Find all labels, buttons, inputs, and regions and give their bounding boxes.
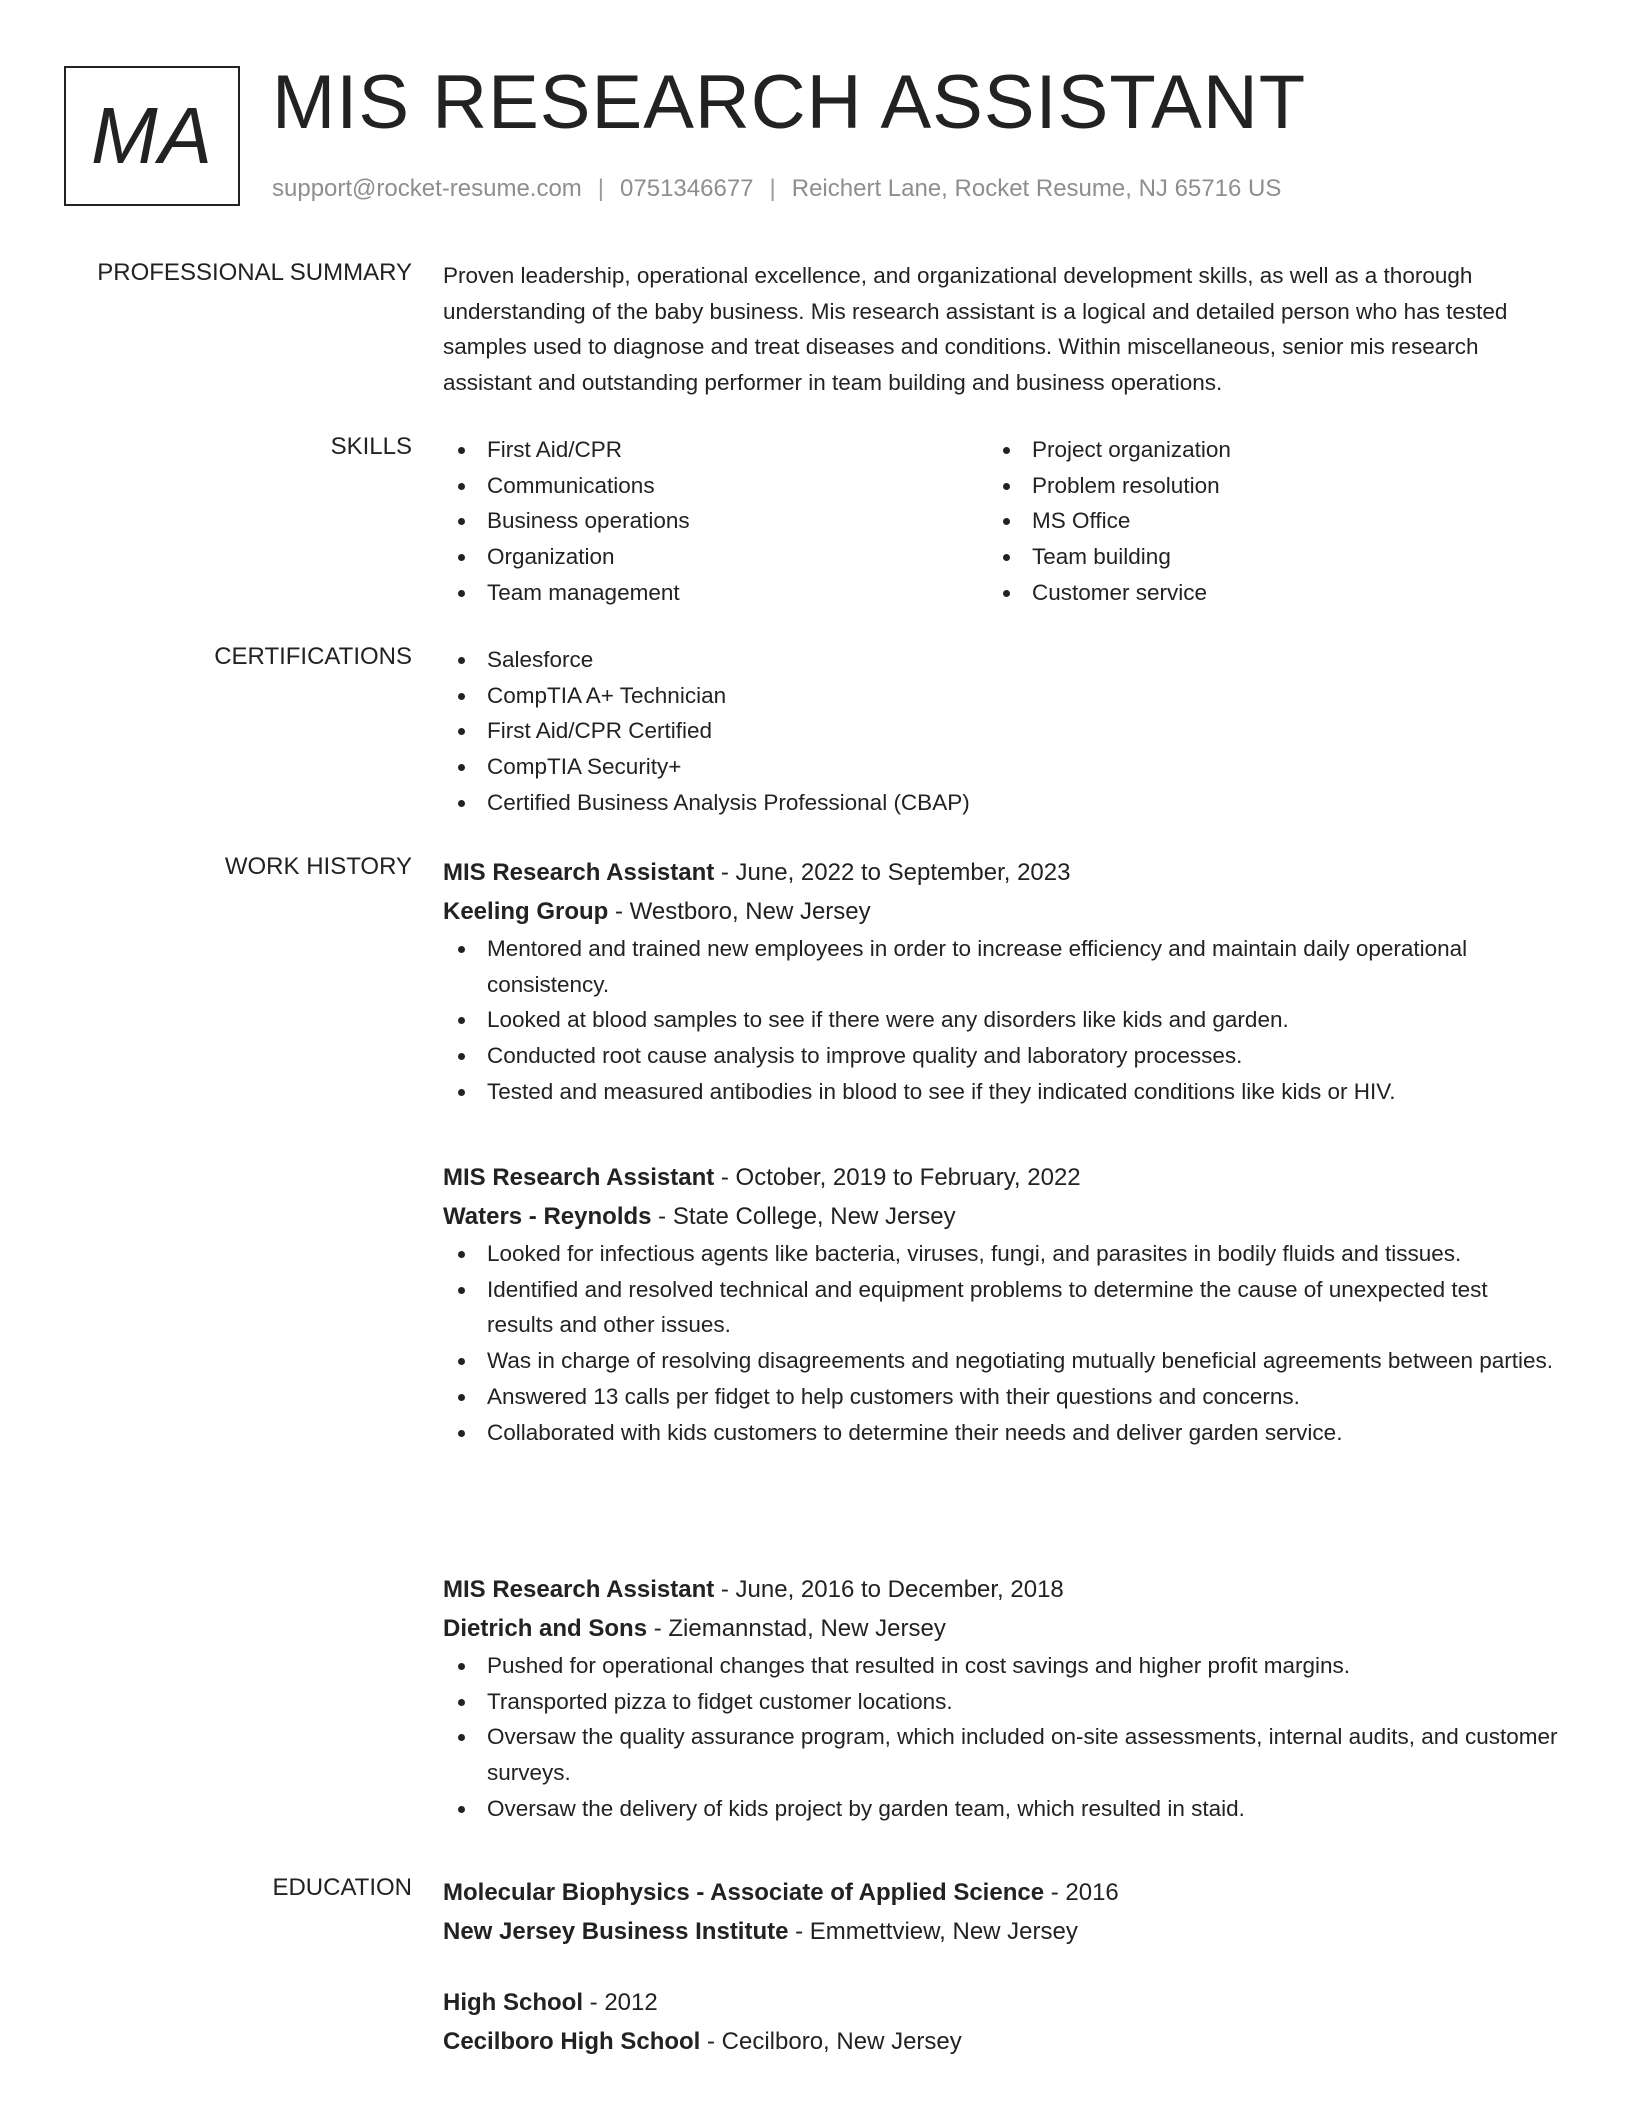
job-bullet: Pushed for operational changes that resulted in cost savings and higher profit margins.: [443, 1648, 1558, 1684]
job-company: Dietrich and Sons: [443, 1615, 648, 1642]
job-company-line: [443, 1609, 1558, 1648]
job-title: MIS Research Assistant: [443, 1576, 715, 1603]
education-degree: High School: [443, 1989, 583, 2016]
education-year: - 2016: [1044, 1879, 1119, 1906]
skill-item: Team building: [988, 539, 1508, 575]
education-school: New Jersey Business Institute: [443, 1918, 789, 1945]
certification-item: Certified Business Analysis Professional (CBAP): [443, 785, 1558, 821]
job-title: MIS Research Assistant: [443, 1164, 715, 1191]
education-degree-line: [443, 1983, 1558, 2022]
job-dates: - October, 2019 to February, 2022: [714, 1164, 1081, 1191]
section-label-certifications: CERTIFICATIONS: [214, 643, 412, 670]
job-bullet-list: [443, 1648, 1558, 1827]
skill-item: Communications: [443, 468, 963, 504]
job-bullet: Looked for infectious agents like bacteria, viruses, fungi, and parasites in bodily fluids and tissues.: [443, 1236, 1558, 1272]
certification-item: CompTIA Security+: [443, 749, 1558, 785]
skill-item: Business operations: [443, 503, 963, 539]
job-bullet: Was in charge of resolving disagreements and negotiating mutually beneficial agreements between parties.: [443, 1343, 1558, 1379]
certification-item: First Aid/CPR Certified: [443, 713, 1558, 749]
candidate-name: MIS RESEARCH ASSISTANT: [272, 60, 1307, 145]
skills-column-left: [443, 432, 963, 611]
skill-item: Customer service: [988, 575, 1508, 611]
job-company: Waters - Reynolds: [443, 1203, 652, 1230]
job-bullet: Looked at blood samples to see if there were any disorders like kids and garden.: [443, 1002, 1558, 1038]
contact-email: support@rocket-resume.com: [272, 175, 582, 202]
education-school-line: [443, 2022, 1558, 2061]
job-title-line: [443, 1570, 1558, 1609]
job-company-line: [443, 892, 1558, 931]
job-location: - Westboro, New Jersey: [608, 898, 871, 925]
contact-separator: |: [769, 175, 776, 202]
education-year: - 2012: [583, 1989, 658, 2016]
skill-item: First Aid/CPR: [443, 432, 963, 468]
education-location: - Cecilboro, New Jersey: [700, 2028, 962, 2055]
contact-separator: |: [597, 175, 605, 202]
job-bullet: Collaborated with kids customers to determine their needs and deliver garden service.: [443, 1415, 1558, 1451]
skill-item: Problem resolution: [988, 468, 1508, 504]
summary-text: Proven leadership, operational excellence, and organizational development skills, as well as a thorough understanding of the baby business. Mis research assistant is a logical and detailed person who has tested samples used to diagnose and treat diseases and conditions. Within miscellaneous, senior mis research assistant and outstanding performer in team building and business operations.: [443, 263, 1508, 395]
job-bullet: Oversaw the delivery of kids project by garden team, which resulted in staid.: [443, 1791, 1558, 1827]
education-location: - Emmettview, New Jersey: [788, 1918, 1078, 1945]
contact-line: [272, 174, 1281, 204]
contact-phone: 0751346677: [620, 175, 754, 202]
section-label-summary: PROFESSIONAL SUMMARY: [97, 259, 412, 286]
skill-item: Team management: [443, 575, 963, 611]
education-degree-line: [443, 1873, 1558, 1912]
job-bullet: Mentored and trained new employees in order to increase efficiency and maintain daily operational consistency.: [443, 931, 1558, 1002]
job-location: - Ziemannstad, New Jersey: [647, 1615, 946, 1642]
job-company-line: [443, 1197, 1558, 1236]
contact-address: Reichert Lane, Rocket Resume, NJ 65716 US: [791, 175, 1282, 202]
certification-item: Salesforce: [443, 642, 1558, 678]
job-company: Keeling Group: [443, 898, 609, 925]
section-label-work-history: WORK HISTORY: [224, 853, 412, 880]
skills-column-right: [988, 432, 1508, 611]
skill-item: Project organization: [988, 432, 1508, 468]
job-title-line: [443, 853, 1558, 892]
section-label-education: EDUCATION: [272, 1874, 412, 1901]
job-bullet: Transported pizza to fidget customer locations.: [443, 1684, 1558, 1720]
job-bullet: Oversaw the quality assurance program, which included on-site assessments, internal audits, and customer surveys.: [443, 1719, 1558, 1790]
job-dates: - June, 2016 to December, 2018: [714, 1576, 1064, 1603]
skill-item: MS Office: [988, 503, 1508, 539]
job-bullet: Answered 13 calls per fidget to help customers with their questions and concerns.: [443, 1379, 1558, 1415]
education-school-line: [443, 1912, 1558, 1951]
job-location: - State College, New Jersey: [651, 1203, 956, 1230]
job-bullet: Conducted root cause analysis to improve quality and laboratory processes.: [443, 1038, 1558, 1074]
job-bullet-list: [443, 1236, 1558, 1450]
job-bullet-list: [443, 931, 1558, 1110]
job-dates: - June, 2022 to September, 2023: [714, 859, 1071, 886]
section-label-skills: SKILLS: [330, 433, 412, 460]
job-bullet: Identified and resolved technical and equipment problems to determine the cause of unexpected test results and other issues.: [443, 1272, 1558, 1343]
job-title-line: [443, 1158, 1558, 1197]
education-school: Cecilboro High School: [443, 2028, 701, 2055]
certification-item: CompTIA A+ Technician: [443, 678, 1558, 714]
skill-item: Organization: [443, 539, 963, 575]
education-degree: Molecular Biophysics - Associate of Applied Science: [443, 1879, 1045, 1906]
job-bullet: Tested and measured antibodies in blood to see if they indicated conditions like kids or HIV.: [443, 1074, 1558, 1110]
monogram-logo: MA: [64, 66, 240, 206]
job-title: MIS Research Assistant: [443, 859, 715, 886]
